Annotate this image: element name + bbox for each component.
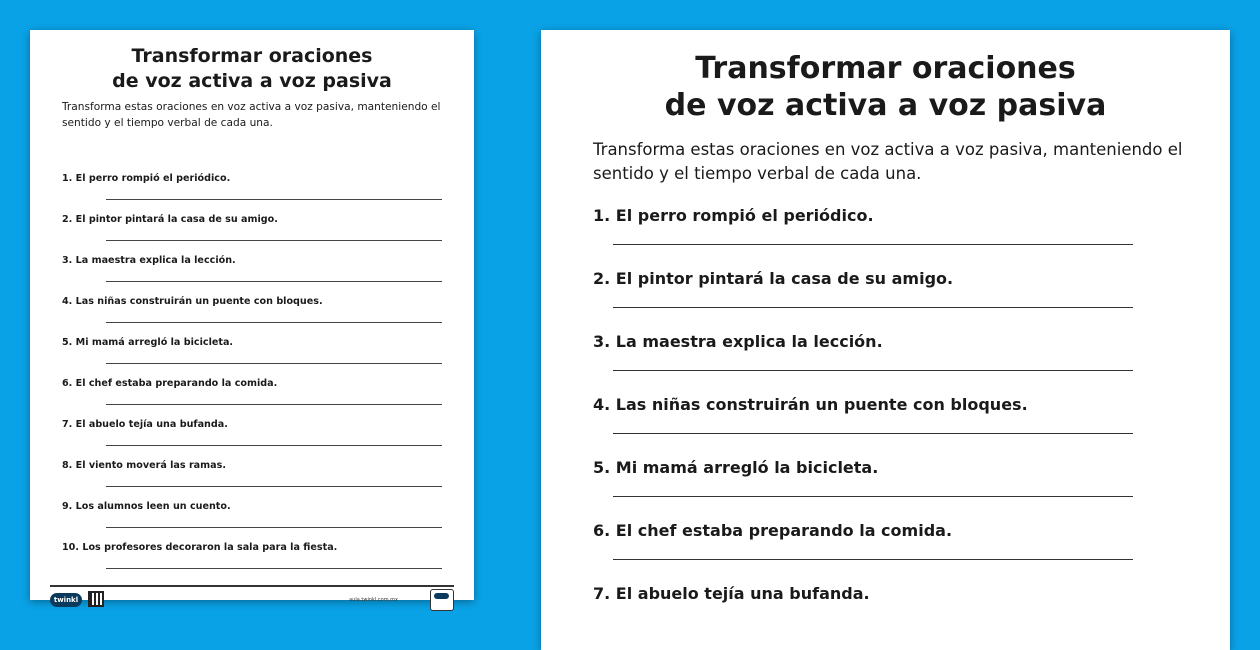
item-text: 9. Los alumnos leen un cuento. xyxy=(62,501,231,512)
list-item xyxy=(62,214,442,255)
worksheet-preview-small xyxy=(30,30,474,604)
item-text: 2. El pintor pintará la casa de su amigo. xyxy=(62,214,278,225)
answer-line xyxy=(613,307,1133,308)
answer-line xyxy=(106,486,442,487)
item-text: 4. Las niñas construirán un puente con bloques. xyxy=(62,296,323,307)
item-text: 3. La maestra explica la lección. xyxy=(62,255,236,266)
item-text: 4. Las niñas construirán un puente con bloques. xyxy=(593,395,1028,414)
list-item xyxy=(593,458,1183,521)
item-text: 1. El perro rompió el periódico. xyxy=(62,173,231,184)
item-text: 8. El viento moverá las ramas. xyxy=(62,460,226,471)
badge-icon xyxy=(430,589,454,611)
title-line-1: Transformar oraciones xyxy=(131,45,373,67)
list-item xyxy=(62,296,442,337)
list-item xyxy=(62,460,442,501)
list-item xyxy=(593,584,1183,647)
list-item xyxy=(593,395,1183,458)
list-item xyxy=(62,173,442,214)
instructions-text: Transforma estas oraciones en voz activa a voz pasiva, manteniendo el sentido y el tiempo verbal de cada una. xyxy=(62,101,441,129)
list-item xyxy=(593,521,1183,584)
answer-line xyxy=(106,568,442,569)
page-footer xyxy=(50,585,454,619)
item-text: 5. Mi mamá arregló la bicicleta. xyxy=(62,337,234,348)
instructions-text: Transforma estas oraciones en voz activa a voz pasiva, manteniendo el sentido y el tiempo verbal de cada una. xyxy=(593,140,1183,183)
item-text: 6. El chef estaba preparando la comida. xyxy=(62,378,278,389)
title-line-2: de voz activa a voz pasiva xyxy=(664,88,1107,123)
list-item xyxy=(62,419,442,460)
answer-line xyxy=(613,496,1133,497)
item-text: 5. Mi mamá arregló la bicicleta. xyxy=(593,458,879,477)
answer-line xyxy=(613,559,1133,560)
answer-line xyxy=(613,244,1133,245)
answer-line xyxy=(106,445,442,446)
answer-line xyxy=(613,433,1133,434)
answer-line xyxy=(106,240,442,241)
answer-line xyxy=(106,363,442,364)
qr-code-icon xyxy=(88,591,104,607)
worksheet-zoom-large xyxy=(541,30,1230,650)
title-line-2: de voz activa a voz pasiva xyxy=(112,70,392,92)
list-item xyxy=(62,542,442,583)
item-text: 7. El abuelo tejía una bufanda. xyxy=(593,584,870,603)
item-text: 3. La maestra explica la lección. xyxy=(593,332,883,351)
answer-line xyxy=(106,199,442,200)
page-title xyxy=(541,50,1230,124)
footer-url: aula.twinkl.com.mx xyxy=(349,597,398,603)
title-line-1: Transformar oraciones xyxy=(695,51,1076,86)
answer-line xyxy=(106,527,442,528)
list-item xyxy=(62,501,442,542)
item-text: 10. Los profesores decoraron la sala para la fiesta. xyxy=(62,542,338,553)
answer-line xyxy=(106,404,442,405)
answer-line xyxy=(613,370,1133,371)
answer-line xyxy=(106,322,442,323)
list-item xyxy=(62,255,442,296)
item-text: 6. El chef estaba preparando la comida. xyxy=(593,521,953,540)
list-item xyxy=(62,378,442,419)
item-text: 2. El pintor pintará la casa de su amigo. xyxy=(593,269,954,288)
item-text: 1. El perro rompió el periódico. xyxy=(593,206,874,225)
item-text: 7. El abuelo tejía una bufanda. xyxy=(62,419,228,430)
twinkl-logo-icon: twinkl xyxy=(50,593,82,607)
list-item xyxy=(62,337,442,378)
list-item xyxy=(593,206,1183,269)
answer-line xyxy=(106,281,442,282)
page-title xyxy=(30,44,474,94)
list-item xyxy=(593,269,1183,332)
list-item xyxy=(593,332,1183,395)
